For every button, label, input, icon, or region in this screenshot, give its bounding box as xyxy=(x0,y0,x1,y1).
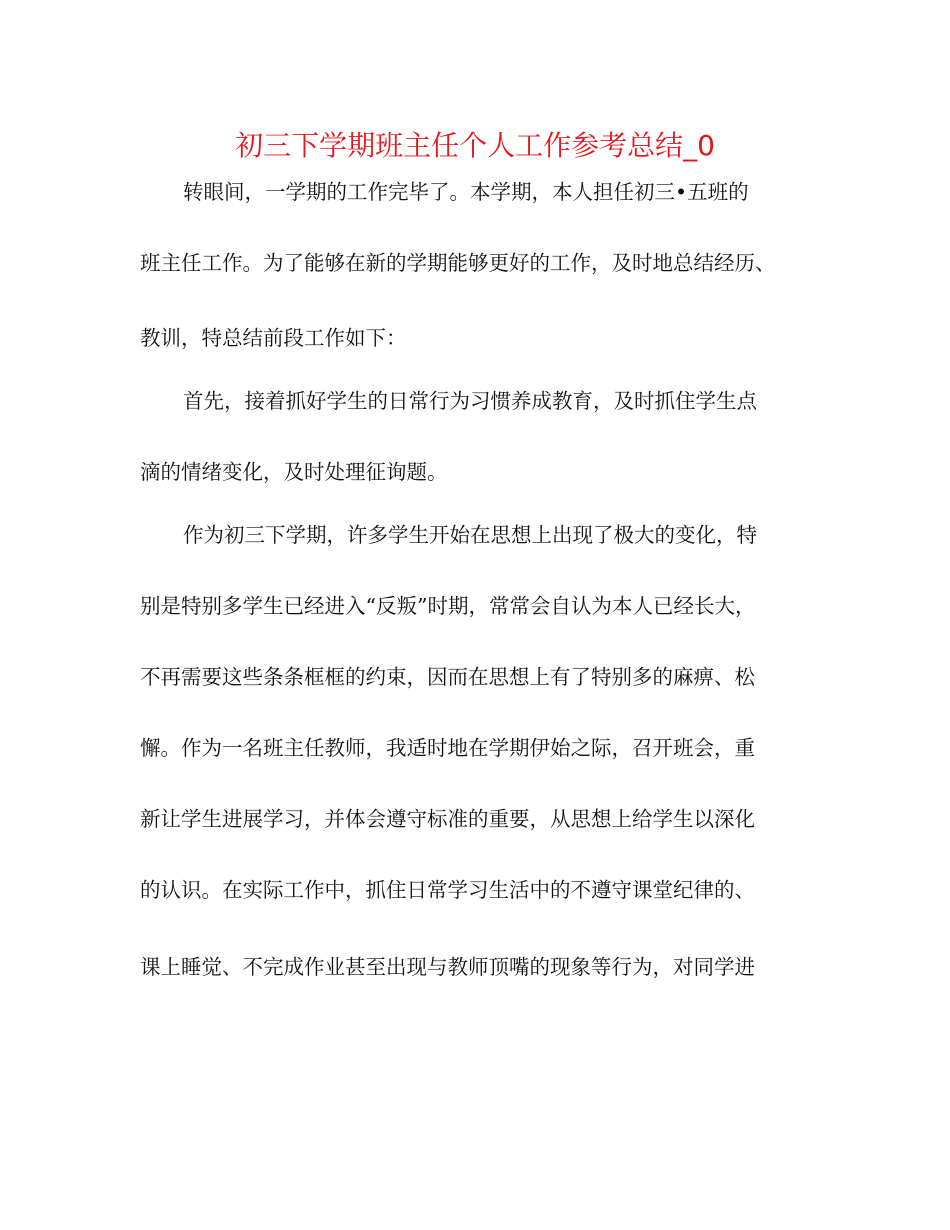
paragraph-3-line-4: 懈。作为一名班主任教师，我适时地在学期伊始之际，召开班会，重 xyxy=(140,736,755,760)
paragraph-3-line-3: 不再需要这些条条框框的约束，因而在思想上有了特别多的麻痹、松 xyxy=(140,665,755,689)
paragraph-1-line-2: 班主任工作。为了能够在新的学期能够更好的工作，及时地总结经历、 xyxy=(140,251,776,275)
paragraph-3-line-2: 别是特别多学生已经进入“反叛”时期，常常会自认为本人已经长大， xyxy=(140,594,756,618)
paragraph-3-line-6: 的认识。在实际工作中，抓住日常学习生活中的不遵守课堂纪律的、 xyxy=(140,878,755,902)
paragraph-1-line-3: 教训，特总结前段工作如下： xyxy=(140,326,407,350)
paragraph-2-line-1: 首先，接着抓好学生的日常行为习惯养成教育，及时抓住学生点 xyxy=(183,389,757,413)
paragraph-3-line-7: 课上睡觉、不完成作业甚至出现与教师顶嘴的现象等行为，对同学进 xyxy=(140,955,755,979)
document-title: 初三下学期班主任个人工作参考总结_0 xyxy=(235,129,715,162)
paragraph-1-line-1: 转眼间，一学期的工作完毕了。本学期，本人担任初三•五班的 xyxy=(183,180,749,204)
paragraph-3-line-1: 作为初三下学期，许多学生开始在思想上出现了极大的变化，特 xyxy=(183,523,757,547)
paragraph-2-line-2: 滴的情绪变化，及时处理征询题。 xyxy=(140,460,448,484)
paragraph-3-line-5: 新让学生进展学习，并体会遵守标准的重要，从思想上给学生以深化 xyxy=(140,807,755,831)
